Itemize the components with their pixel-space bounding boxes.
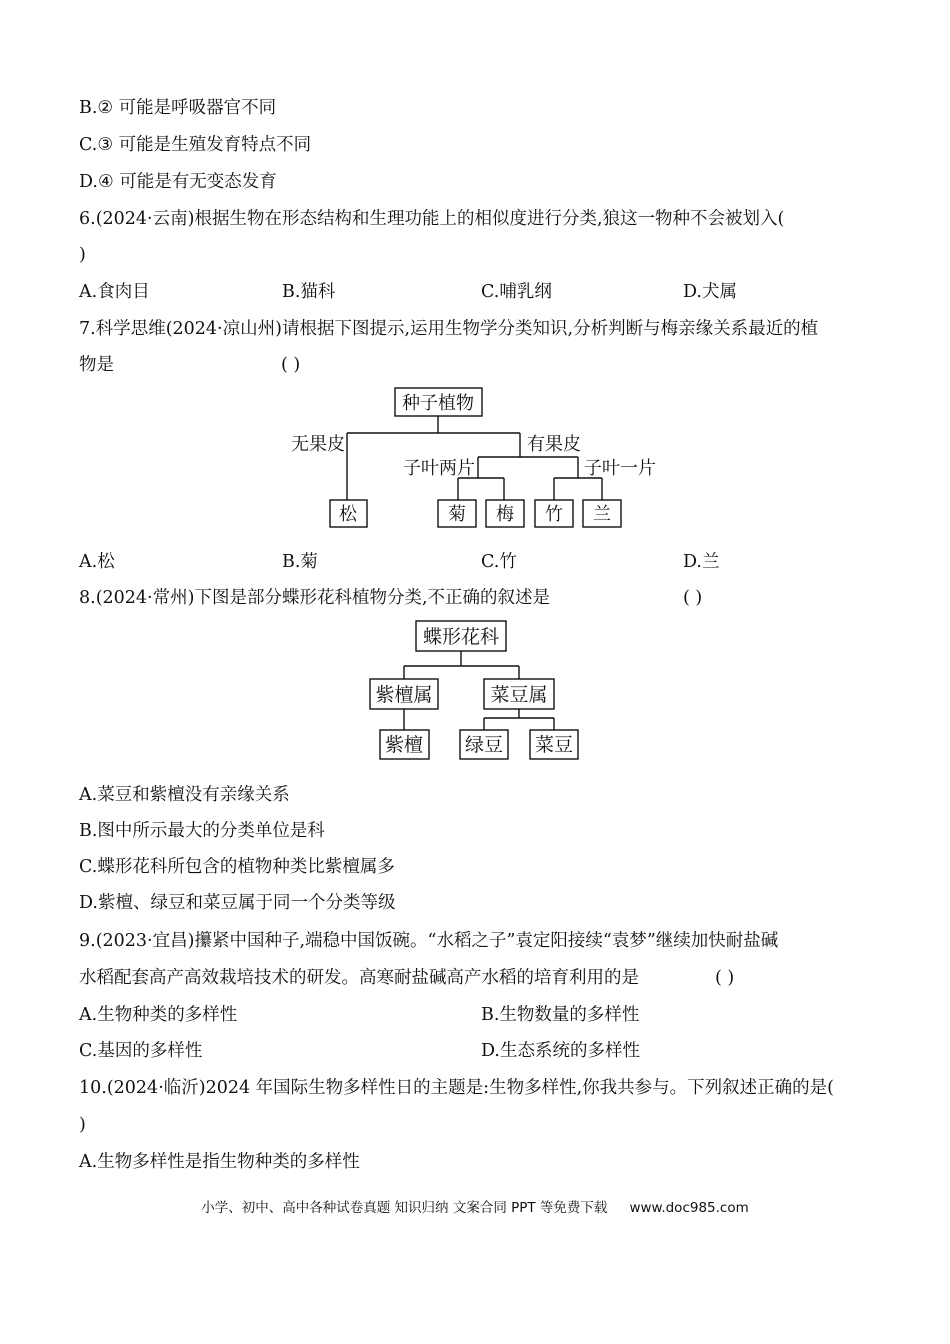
q6-option-a: A.食肉目 (79, 282, 150, 302)
q7-option-d: D.兰 (683, 552, 720, 572)
q9-option-a: A.生物种类的多样性 (79, 1005, 238, 1025)
diagram1-root-label: 种子植物 (402, 393, 474, 414)
q5-option-b: B.② 可能是呼吸器官不同 (79, 98, 277, 118)
q6-option-b: B.猫科 (282, 282, 336, 302)
q7-answer-paren: ( ) (281, 355, 301, 375)
q6-option-d: D.犬属 (683, 282, 737, 302)
diagram1-leaf-plum: 梅 (496, 504, 514, 525)
q9-stem-line-1: 9.(2023·宜昌)攥紧中国种子,端稳中国饭碗。“水稻之子”袁定阳接续“袁梦”继续加快耐盐碱 (79, 931, 779, 951)
q8-option-b: B.图中所示最大的分类单位是科 (79, 821, 325, 841)
diagram1-monocot-label: 子叶一片 (584, 458, 656, 479)
diagram2-leaf-mung-bean: 绿豆 (464, 734, 504, 756)
q8-option-a: A.菜豆和紫檀没有亲缘关系 (79, 785, 290, 805)
q8-option-c: C.蝶形花科所包含的植物种类比紫檀属多 (79, 857, 395, 877)
diagram2-leaf-rosewood: 紫檀 (384, 734, 424, 756)
diagram2-genus-pterocarpus: 紫檀属 (375, 684, 433, 706)
fabaceae-classification-diagram (0, 610, 950, 770)
footer-text: 小学、初中、高中各种试卷真题 知识归纳 文案合同 PPT 等免费下载 (201, 1200, 608, 1216)
q8-answer-paren: ( ) (683, 588, 703, 608)
q9-option-c: C.基因的多样性 (79, 1041, 203, 1061)
diagram1-dicot-label: 子叶两片 (403, 458, 475, 479)
diagram2-root-label: 蝶形花科 (422, 626, 500, 648)
footer-url[interactable]: www.doc985.com (629, 1200, 749, 1216)
seed-plant-classification-diagram (0, 0, 950, 545)
diagram2-leaf-bean: 菜豆 (534, 734, 574, 756)
q10-option-a: A.生物多样性是指生物种类的多样性 (79, 1152, 360, 1172)
q9-option-d: D.生态系统的多样性 (481, 1041, 640, 1061)
diagram2-genus-phaseolus: 菜豆属 (490, 684, 548, 706)
q10-stem-line-2: ) (79, 1115, 86, 1135)
q8-option-d: D.紫檀、绿豆和菜豆属于同一个分类等级 (79, 893, 396, 913)
q6-stem-line-2: ) (79, 245, 86, 265)
q7-option-c: C.竹 (481, 552, 517, 572)
diagram1-leaf-orchid: 兰 (593, 504, 611, 525)
q5-option-c: C.③ 可能是生殖发育特点不同 (79, 135, 312, 155)
q10-stem-line-1: 10.(2024·临沂)2024 年国际生物多样性日的主题是:生物多样性,你我共参与。下列叙述正确的是( (79, 1078, 834, 1098)
q7-stem-line-2: 物是 (79, 355, 114, 375)
q9-answer-paren: ( ) (715, 968, 735, 988)
q7-option-a: A.松 (79, 552, 115, 572)
diagram1-leaf-chrysanthemum: 菊 (448, 504, 466, 525)
diagram1-leaf-pine: 松 (339, 504, 357, 525)
q6-stem-line-1: 6.(2024·云南)根据生物在形态结构和生理功能上的相似度进行分类,狼这一物种不会被划入( (79, 209, 785, 229)
diagram1-branch-no-pericarp: 无果皮 (291, 434, 345, 455)
diagram1-leaf-bamboo: 竹 (545, 504, 563, 525)
q6-option-c: C.哺乳纲 (481, 282, 552, 302)
q9-option-b: B.生物数量的多样性 (481, 1005, 640, 1025)
q5-option-d: D.④ 可能是有无变态发育 (79, 172, 277, 192)
diagram1-branch-pericarp: 有果皮 (527, 434, 581, 455)
q8-stem: 8.(2024·常州)下图是部分蝶形花科植物分类,不正确的叙述是 (79, 588, 551, 608)
q9-stem-line-2: 水稻配套高产高效栽培技术的研发。高寒耐盐碱高产水稻的培育利用的是 (79, 968, 639, 988)
q7-stem-line-1: 7.科学思维(2024·凉山州)请根据下图提示,运用生物学分类知识,分析判断与梅亲缘关系最近的植 (79, 319, 819, 339)
page-footer (0, 1196, 950, 1216)
q7-option-b: B.菊 (282, 552, 318, 572)
